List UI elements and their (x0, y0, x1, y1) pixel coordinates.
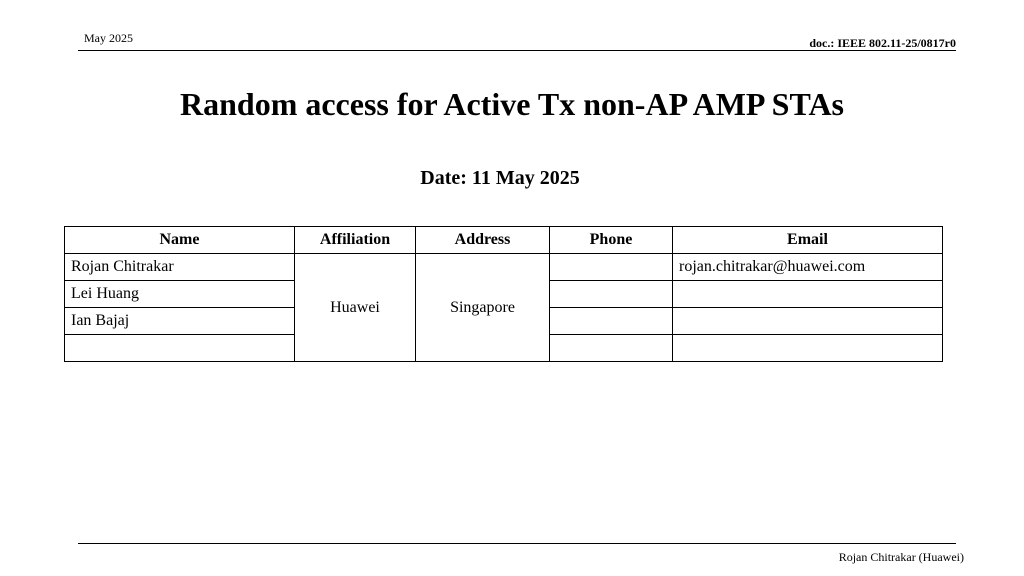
email-cell (673, 281, 943, 308)
authors-table (64, 226, 943, 362)
column-header-name: Name (65, 227, 295, 254)
phone-cell (550, 254, 673, 281)
author-name-cell: Ian Bajaj (65, 308, 295, 335)
address-cell: Singapore (416, 254, 550, 362)
column-header-address: Address (416, 227, 550, 254)
author-name-cell: Rojan Chitrakar (65, 254, 295, 281)
header-divider (78, 50, 956, 51)
affiliation-cell: Huawei (295, 254, 416, 362)
table-row (65, 254, 943, 281)
author-name-cell: Lei Huang (65, 281, 295, 308)
footer-author: Rojan Chitrakar (Huawei) (838, 550, 964, 564)
email-cell (673, 335, 943, 362)
column-header-email: Email (673, 227, 943, 254)
column-header-phone: Phone (550, 227, 673, 254)
email-cell: rojan.chitrakar@huawei.com (673, 254, 943, 281)
footer-divider (78, 543, 956, 544)
slide-date: Date: 11 May 2025 (420, 167, 580, 189)
email-cell (673, 308, 943, 335)
phone-cell (550, 281, 673, 308)
column-header-affiliation: Affiliation (295, 227, 416, 254)
slide-title: Random access for Active Tx non-AP AMP STAs (179, 86, 844, 122)
table-header-row (65, 227, 943, 254)
header-date: May 2025 (84, 31, 133, 45)
header-doc-id: doc.: IEEE 802.11-25/0817r0 (809, 36, 956, 50)
phone-cell (550, 308, 673, 335)
phone-cell (550, 335, 673, 362)
author-name-cell (65, 335, 295, 362)
